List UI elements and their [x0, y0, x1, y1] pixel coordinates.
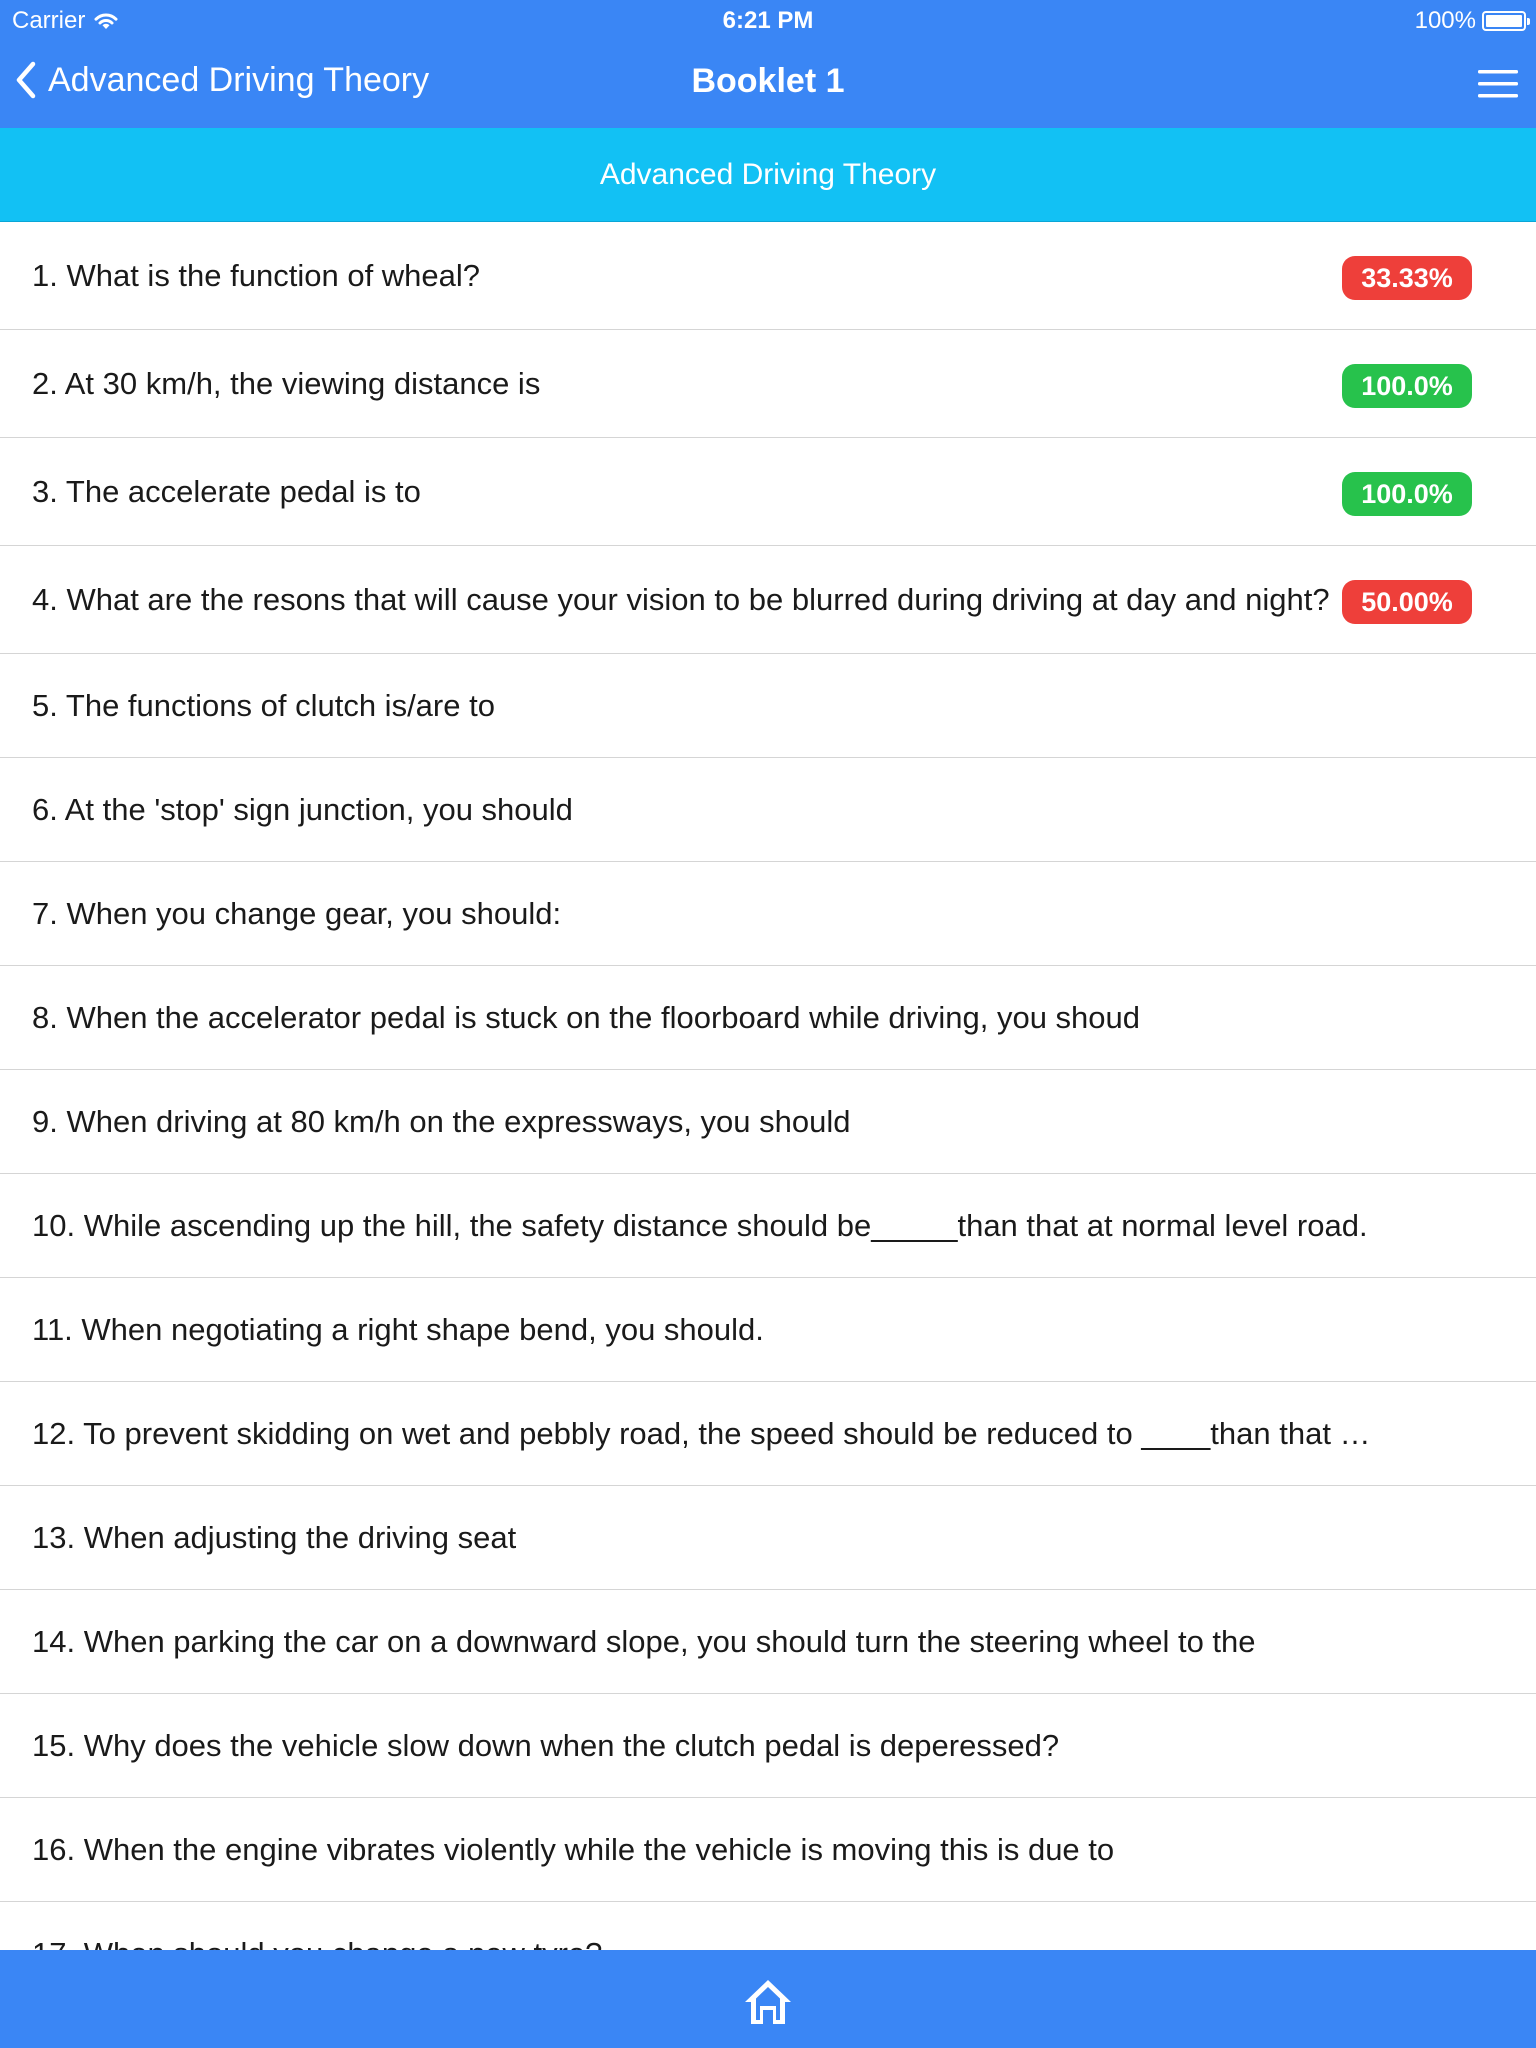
question-text: 7. When you change gear, you should: — [32, 895, 562, 931]
bottom-bar — [0, 1950, 1536, 2048]
nav-bar — [0, 40, 1536, 128]
question-row[interactable] — [0, 1382, 1536, 1486]
question-text: 3. The accelerate pedal is to — [32, 473, 421, 509]
carrier-label: Carrier — [12, 7, 86, 34]
status-bar — [0, 0, 1536, 40]
question-text: 13. When adjusting the driving seat — [32, 1519, 517, 1555]
question-text: 9. When driving at 80 km/h on the expressways, you should — [32, 1103, 851, 1139]
question-row[interactable] — [0, 758, 1536, 862]
question-row[interactable] — [0, 654, 1536, 758]
question-row[interactable] — [0, 1798, 1536, 1902]
question-row[interactable] — [0, 1070, 1536, 1174]
question-row[interactable] — [0, 222, 1536, 330]
question-row[interactable] — [0, 1590, 1536, 1694]
question-row[interactable] — [0, 438, 1536, 546]
question-text: 11. When negotiating a right shape bend, you should. — [32, 1311, 764, 1347]
home-icon — [742, 1976, 794, 2028]
home-button[interactable] — [742, 1976, 794, 2028]
page-title: Booklet 1 — [691, 62, 845, 100]
score-badge: 50.00% — [1342, 580, 1472, 624]
question-text: 1. What is the function of wheal? — [32, 257, 481, 293]
question-row[interactable] — [0, 966, 1536, 1070]
score-badge: 100.0% — [1342, 472, 1472, 516]
question-text: 5. The functions of clutch is/are to — [32, 687, 495, 723]
question-text: 4. What are the resons that will cause your vision to be blurred during driving at day and night? — [32, 581, 1330, 617]
question-row[interactable] — [0, 862, 1536, 966]
score-badge: 33.33% — [1342, 256, 1472, 300]
question-row[interactable] — [0, 1694, 1536, 1798]
score-badge: 100.0% — [1342, 364, 1472, 408]
battery-icon — [1482, 11, 1526, 31]
top-bar — [0, 0, 1536, 129]
battery-status — [1415, 7, 1526, 35]
question-row[interactable] — [0, 1486, 1536, 1590]
question-row[interactable] — [0, 1174, 1536, 1278]
back-button-label: Advanced Driving Theory — [48, 60, 430, 99]
question-text: 8. When the accelerator pedal is stuck on the floorboard while driving, you shoud — [32, 999, 1141, 1035]
status-time: 6:21 PM — [722, 7, 814, 34]
question-text: 12. To prevent skidding on wet and pebbly road, the speed should be reduced to ____than that … — [32, 1416, 1371, 1451]
question-list[interactable] — [0, 222, 1536, 1950]
hamburger-menu-icon — [1476, 66, 1520, 102]
question-row[interactable] — [0, 1278, 1536, 1382]
question-text: 2. At 30 km/h, the viewing distance is — [32, 365, 541, 401]
question-row[interactable] — [0, 330, 1536, 438]
question-text: 10. While ascending up the hill, the safety distance should be_____than that at normal level road. — [32, 1207, 1368, 1243]
chevron-left-icon — [14, 60, 38, 100]
question-text: 15. Why does the vehicle slow down when the clutch pedal is deperessed? — [32, 1727, 1060, 1763]
question-text: 14. When parking the car on a downward slope, you should turn the steering wheel to the — [32, 1623, 1256, 1659]
question-text: 16. When the engine vibrates violently while the vehicle is moving this is due to — [32, 1831, 1115, 1867]
question-text: 6. At the 'stop' sign junction, you should — [32, 791, 573, 827]
question-row[interactable] — [0, 546, 1536, 654]
battery-percent: 100% — [1414, 7, 1476, 34]
section-header: Advanced Driving Theory — [0, 128, 1536, 222]
menu-button[interactable] — [1476, 66, 1520, 102]
back-button[interactable] — [14, 60, 429, 100]
